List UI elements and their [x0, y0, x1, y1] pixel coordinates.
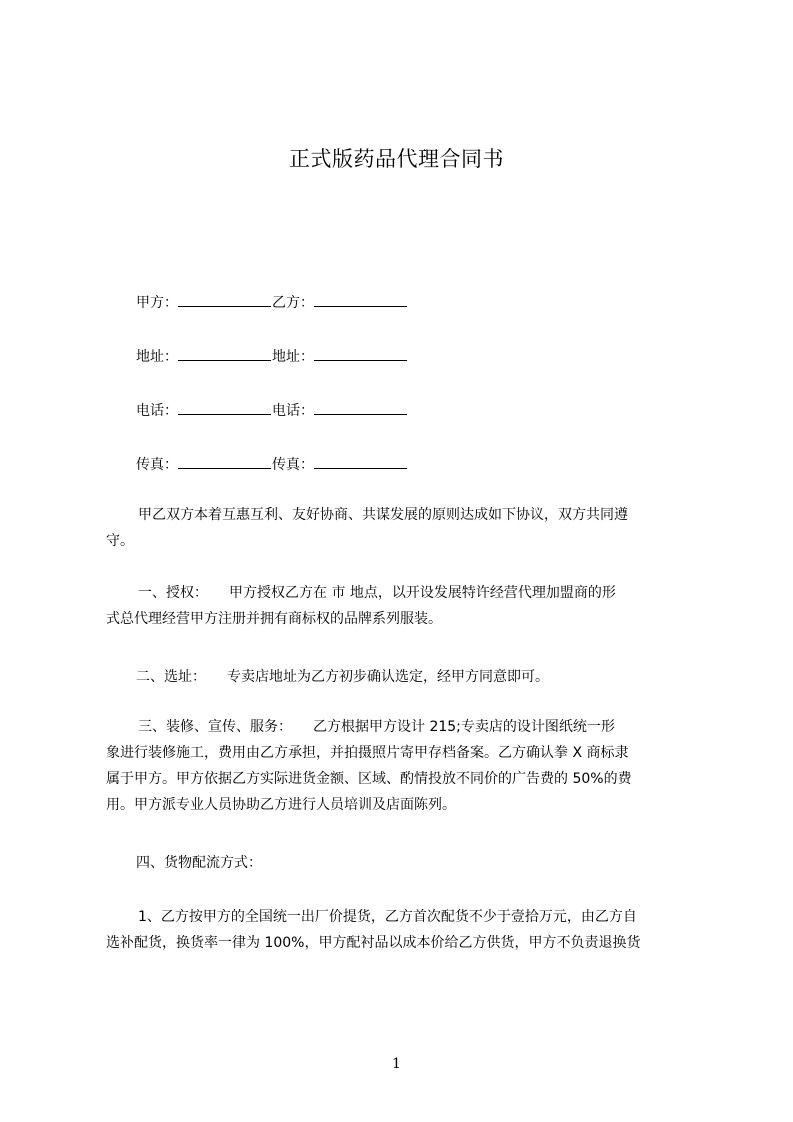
party-b-phone-label: 电话：	[272, 403, 314, 419]
decoration-line-2: 象进行装修施工，费用由乙方承担，并拍摄照片寄甲存档备案。乙方确认拳 X 商标隶	[106, 745, 629, 761]
decoration-line-4: 用。甲方派专业人员协助乙方进行人员培训及店面陈列。	[106, 797, 456, 813]
intro-paragraph	[106, 502, 698, 554]
party-a-name-label: 甲方：	[136, 295, 178, 311]
party-b-phone-blank[interactable]	[314, 400, 407, 415]
party-b-name-blank[interactable]	[314, 292, 407, 307]
decoration-line-1: 三、装修、宣传、服务： 乙方根据甲方设计 215;专卖店的设计图纸统一形	[138, 719, 615, 735]
party-a-phone-label: 电话：	[136, 403, 178, 419]
clause-decoration	[106, 714, 698, 818]
clause-logistics-heading: 四、货物配流方式：	[136, 855, 262, 871]
party-a-fax-label: 传真：	[136, 457, 178, 473]
clause-logistics-item-1	[106, 904, 698, 956]
party-row-name	[136, 292, 408, 312]
logistics-line-2: 选补配货，换货率一律为 100%，甲方配衬品以成本价给乙方供货，甲方不负责退换货	[106, 935, 641, 951]
party-b-fax-blank[interactable]	[314, 454, 407, 469]
party-row-address	[136, 346, 408, 366]
page-number: 1	[392, 1056, 401, 1072]
party-b-fax-label: 传真：	[272, 457, 314, 473]
logistics-line-1: 1、乙方按甲方的全国统一出厂价提货，乙方首次配货不少于壹拾万元，由乙方自	[138, 909, 637, 925]
document-title: 正式版药品代理合同书	[289, 147, 504, 171]
intro-line-1: 甲乙双方本着互惠互利、友好协商、共谋发展的原则达成如下协议，双方共同遵	[138, 507, 628, 523]
clause-site-selection: 二、选址： 专卖店地址为乙方初步确认选定，经甲方同意即可。	[136, 669, 549, 685]
authorization-line-1: 一、授权： 甲方授权乙方在 市 地点，以开设发展特许经营代理加盟商的形	[138, 585, 616, 601]
clause-authorization	[106, 580, 698, 632]
party-a-phone-blank[interactable]	[178, 400, 271, 415]
authorization-line-2: 式总代理经营甲方注册并拥有商标权的品牌系列服装。	[106, 611, 442, 627]
party-b-address-blank[interactable]	[314, 346, 407, 361]
party-a-name-blank[interactable]	[178, 292, 271, 307]
party-a-address-label: 地址：	[136, 349, 178, 365]
decoration-line-3: 属于甲方。甲方依据乙方实际进货金额、区域、酌情投放不同价的广告费的 50%的费	[106, 771, 632, 787]
party-a-fax-blank[interactable]	[178, 454, 271, 469]
party-row-phone	[136, 400, 408, 420]
party-row-fax	[136, 454, 408, 474]
intro-line-2: 守。	[106, 533, 134, 549]
party-b-name-label: 乙方：	[272, 295, 314, 311]
party-a-address-blank[interactable]	[178, 346, 271, 361]
party-b-address-label: 地址：	[272, 349, 314, 365]
